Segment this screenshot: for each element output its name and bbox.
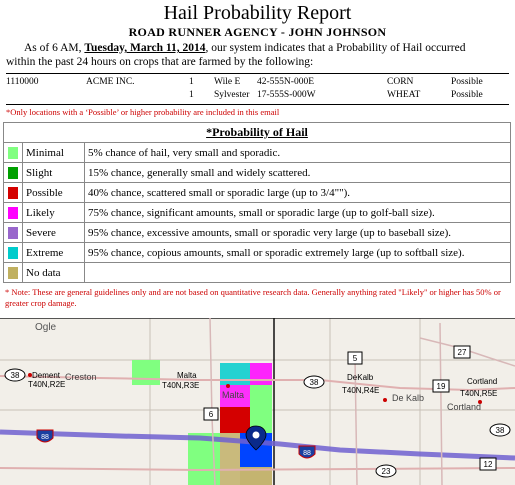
- legend-desc: 95% chance, excessive amounts, small or sporadic very large (up to baseball size).: [85, 223, 511, 243]
- farm-farmer: Wile E: [214, 77, 241, 87]
- town-dot: [383, 398, 387, 402]
- farm-location: 17-555S-000W: [257, 90, 316, 100]
- agency-subtitle: ROAD RUNNER AGENCY - JOHN JOHNSON: [128, 25, 387, 39]
- route-38-shield: [5, 369, 25, 381]
- map-canvas: [0, 318, 515, 485]
- farm-crop: CORN: [387, 77, 414, 87]
- route-38-shield: [304, 376, 324, 388]
- severe-swatch: [8, 227, 18, 239]
- guidelines-note: * Note: These are general guidelines only and are not based on quantitative research data. Generally anything rated "Likely" or higher has 50% or greater crop damage.: [5, 287, 501, 308]
- route-number: 12: [483, 460, 493, 469]
- report-date: Tuesday, March 11, 2014: [84, 42, 206, 54]
- county-label: Ogle: [35, 322, 57, 333]
- report-title: Hail Probability Report: [163, 2, 352, 24]
- route-number: 6: [208, 410, 214, 419]
- place-label: De Kalb: [392, 393, 425, 403]
- township-label: T40N,R2E: [28, 380, 66, 389]
- route-23-shield: [376, 465, 396, 477]
- route-12-shield: [480, 458, 496, 470]
- legend-row-minimal: [4, 143, 511, 163]
- legend-desc: 15% chance, generally small and widely scattered.: [85, 163, 511, 183]
- township-label: T40N,R4E: [342, 386, 380, 395]
- legend-desc: [85, 263, 511, 283]
- route-38-shield: [490, 424, 510, 436]
- farm-row: [6, 77, 509, 90]
- route-number: 5: [352, 354, 358, 363]
- route-5-shield: [348, 352, 362, 364]
- legend-row-possible: [4, 183, 511, 203]
- farm-crop: WHEAT: [387, 90, 421, 100]
- place-label: Dement: [32, 371, 61, 380]
- intro-prefix: As of 6 AM,: [24, 42, 85, 54]
- farm-list: [6, 77, 509, 103]
- place-label: Malta: [177, 371, 197, 380]
- place-label: Cortland: [467, 377, 498, 386]
- town-dot: [226, 384, 230, 388]
- legend-desc: 95% chance, copious amounts, small or sporadic extremely large (up to softball size).: [85, 243, 511, 263]
- legend-name: Severe: [23, 223, 85, 243]
- route-number: 23: [381, 467, 391, 476]
- route-number: 88: [303, 450, 311, 457]
- possible-swatch: [8, 187, 18, 199]
- legend-row-slight: [4, 163, 511, 183]
- place-label: Malta: [222, 390, 245, 400]
- route-number: 27: [457, 348, 467, 357]
- legend-header-row: [4, 123, 511, 143]
- legend-name: No data: [23, 263, 85, 283]
- farm-location: 42-555N-000E: [257, 77, 314, 87]
- farm-count: 1: [189, 90, 194, 100]
- farm-id: 1110000: [6, 77, 39, 87]
- legend-desc: 5% chance of hail, very small and sporadic.: [85, 143, 511, 163]
- route-number: 38: [495, 426, 505, 435]
- legend-desc: 40% chance, scattered small or sporadic large (up to 3/4"").: [85, 183, 511, 203]
- farm-count: 1: [189, 77, 194, 87]
- likely-swatch: [8, 207, 18, 219]
- legend-name: Minimal: [23, 143, 85, 163]
- township-label: T40N,R5E: [460, 389, 498, 398]
- intro-paragraph: [6, 41, 511, 69]
- farm-row: [6, 90, 509, 103]
- hail-legend-table: [3, 122, 511, 283]
- route-number: 38: [10, 371, 20, 380]
- route-number: 88: [41, 434, 49, 441]
- legend-row-likely: [4, 203, 511, 223]
- route-19-shield: [433, 380, 449, 392]
- legend-row-nodata: [4, 263, 511, 283]
- nodata-swatch: [8, 267, 18, 279]
- legend-name: Slight: [23, 163, 85, 183]
- intro-line2: within the past 24 hours on crops that are farmed by the following:: [6, 56, 314, 68]
- farm-farmer: Sylvester: [214, 90, 250, 100]
- route-27-shield: [454, 346, 470, 358]
- route-number: 19: [436, 382, 446, 391]
- hail-map[interactable]: [0, 318, 515, 485]
- farm-name: ACME INC.: [86, 77, 135, 87]
- farm-probability: Possible: [451, 77, 483, 87]
- legend-row-extreme: [4, 243, 511, 263]
- legend-header: *Probability of Hail: [4, 123, 511, 143]
- extreme-swatch: [8, 247, 18, 259]
- intro-mid: , our system indicates that a Probability of Hail occurred: [205, 42, 466, 54]
- place-label: Creston: [65, 372, 97, 382]
- interstate-88-shield: [37, 430, 53, 442]
- legend-name: Likely: [23, 203, 85, 223]
- legend-name: Possible: [23, 183, 85, 203]
- farm-probability: Possible: [451, 90, 483, 100]
- slight-swatch: [8, 167, 18, 179]
- legend-desc: 75% chance, significant amounts, small or sporadic large (up to golf-ball size).: [85, 203, 511, 223]
- legend-name: Extreme: [23, 243, 85, 263]
- route-number: 38: [309, 378, 319, 387]
- divider-top: [6, 73, 509, 74]
- minimal-swatch: [8, 147, 18, 159]
- legend-row-severe: [4, 223, 511, 243]
- interstate-88-shield: [299, 446, 315, 458]
- route-6-shield: [204, 408, 218, 420]
- divider-bottom: [6, 104, 509, 105]
- township-label: T40N,R3E: [162, 381, 200, 390]
- inclusion-notice: *Only locations with a ‘Possible’ or higher probability are included in this email: [6, 107, 280, 117]
- place-label: DeKalb: [347, 373, 374, 382]
- place-label: Cortland: [447, 402, 482, 412]
